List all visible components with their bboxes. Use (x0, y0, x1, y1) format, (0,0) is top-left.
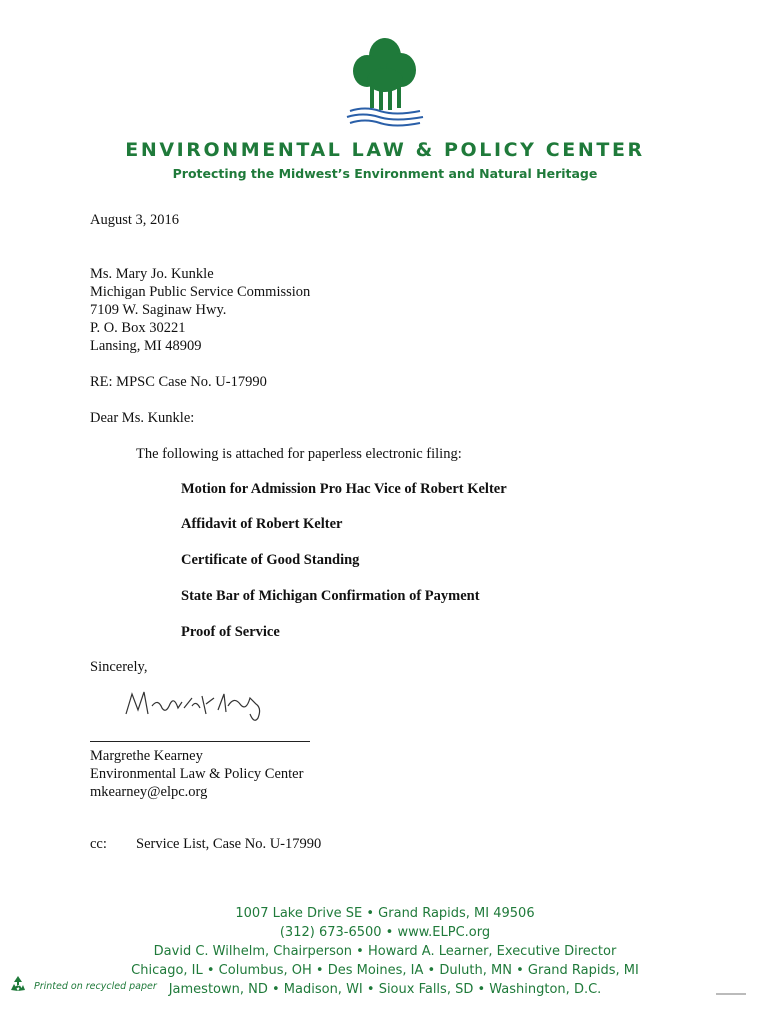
recycled-text: Printed on recycled paper (34, 981, 157, 992)
attachment-item: State Bar of Michigan Confirmation of Payment (181, 588, 480, 604)
signer-name: Margrethe Kearney (90, 748, 203, 764)
cc-text: Service List, Case No. U-17990 (136, 836, 322, 852)
handwritten-signature (122, 684, 272, 733)
cc-label: cc: (90, 836, 107, 852)
letter-date: August 3, 2016 (90, 212, 180, 228)
footer-offices: Chicago, IL • Columbus, OH • Des Moines, IA • Duluth, MN • Grand Rapids, MI (131, 963, 639, 978)
recycled-notice (8, 974, 157, 999)
attachment-item: Proof of Service (181, 624, 280, 640)
org-tagline: Protecting the Midwest’s Environment and Natural Heritage (172, 166, 598, 181)
signature-line (90, 741, 310, 742)
recipient-line: Lansing, MI 48909 (90, 338, 202, 354)
salutation: Dear Ms. Kunkle: (90, 410, 195, 426)
org-name: ENVIRONMENTAL LAW & POLICY CENTER (125, 139, 645, 161)
attachment-item: Certificate of Good Standing (181, 552, 360, 568)
decorative-mark (716, 985, 746, 993)
footer-leadership: David C. Wilhelm, Chairperson • Howard A. Learner, Executive Director (153, 944, 617, 959)
attachment-item: Affidavit of Robert Kelter (181, 516, 343, 532)
recipient-line: Ms. Mary Jo. Kunkle (90, 266, 214, 282)
re-line: RE: MPSC Case No. U-17990 (90, 374, 267, 390)
recipient-line: 7109 W. Saginaw Hwy. (90, 302, 227, 318)
intro-text: The following is attached for paperless electronic filing: (136, 446, 462, 462)
footer-address: 1007 Lake Drive SE • Grand Rapids, MI 49506 (235, 906, 535, 921)
footer-offices: Jamestown, ND • Madison, WI • Sioux Falls, SD • Washington, D.C. (168, 982, 602, 997)
recipient-line: Michigan Public Service Commission (90, 284, 311, 300)
closing: Sincerely, (90, 659, 148, 675)
elpc-tree-logo (345, 36, 425, 131)
attachment-item: Motion for Admission Pro Hac Vice of Robert Kelter (181, 481, 507, 497)
signer-organization: Environmental Law & Policy Center (90, 766, 304, 782)
signer-email: mkearney@elpc.org (90, 784, 208, 800)
recycle-icon (8, 974, 28, 999)
footer-contact: (312) 673-6500 • www.ELPC.org (279, 925, 491, 940)
recipient-line: P. O. Box 30221 (90, 320, 186, 336)
